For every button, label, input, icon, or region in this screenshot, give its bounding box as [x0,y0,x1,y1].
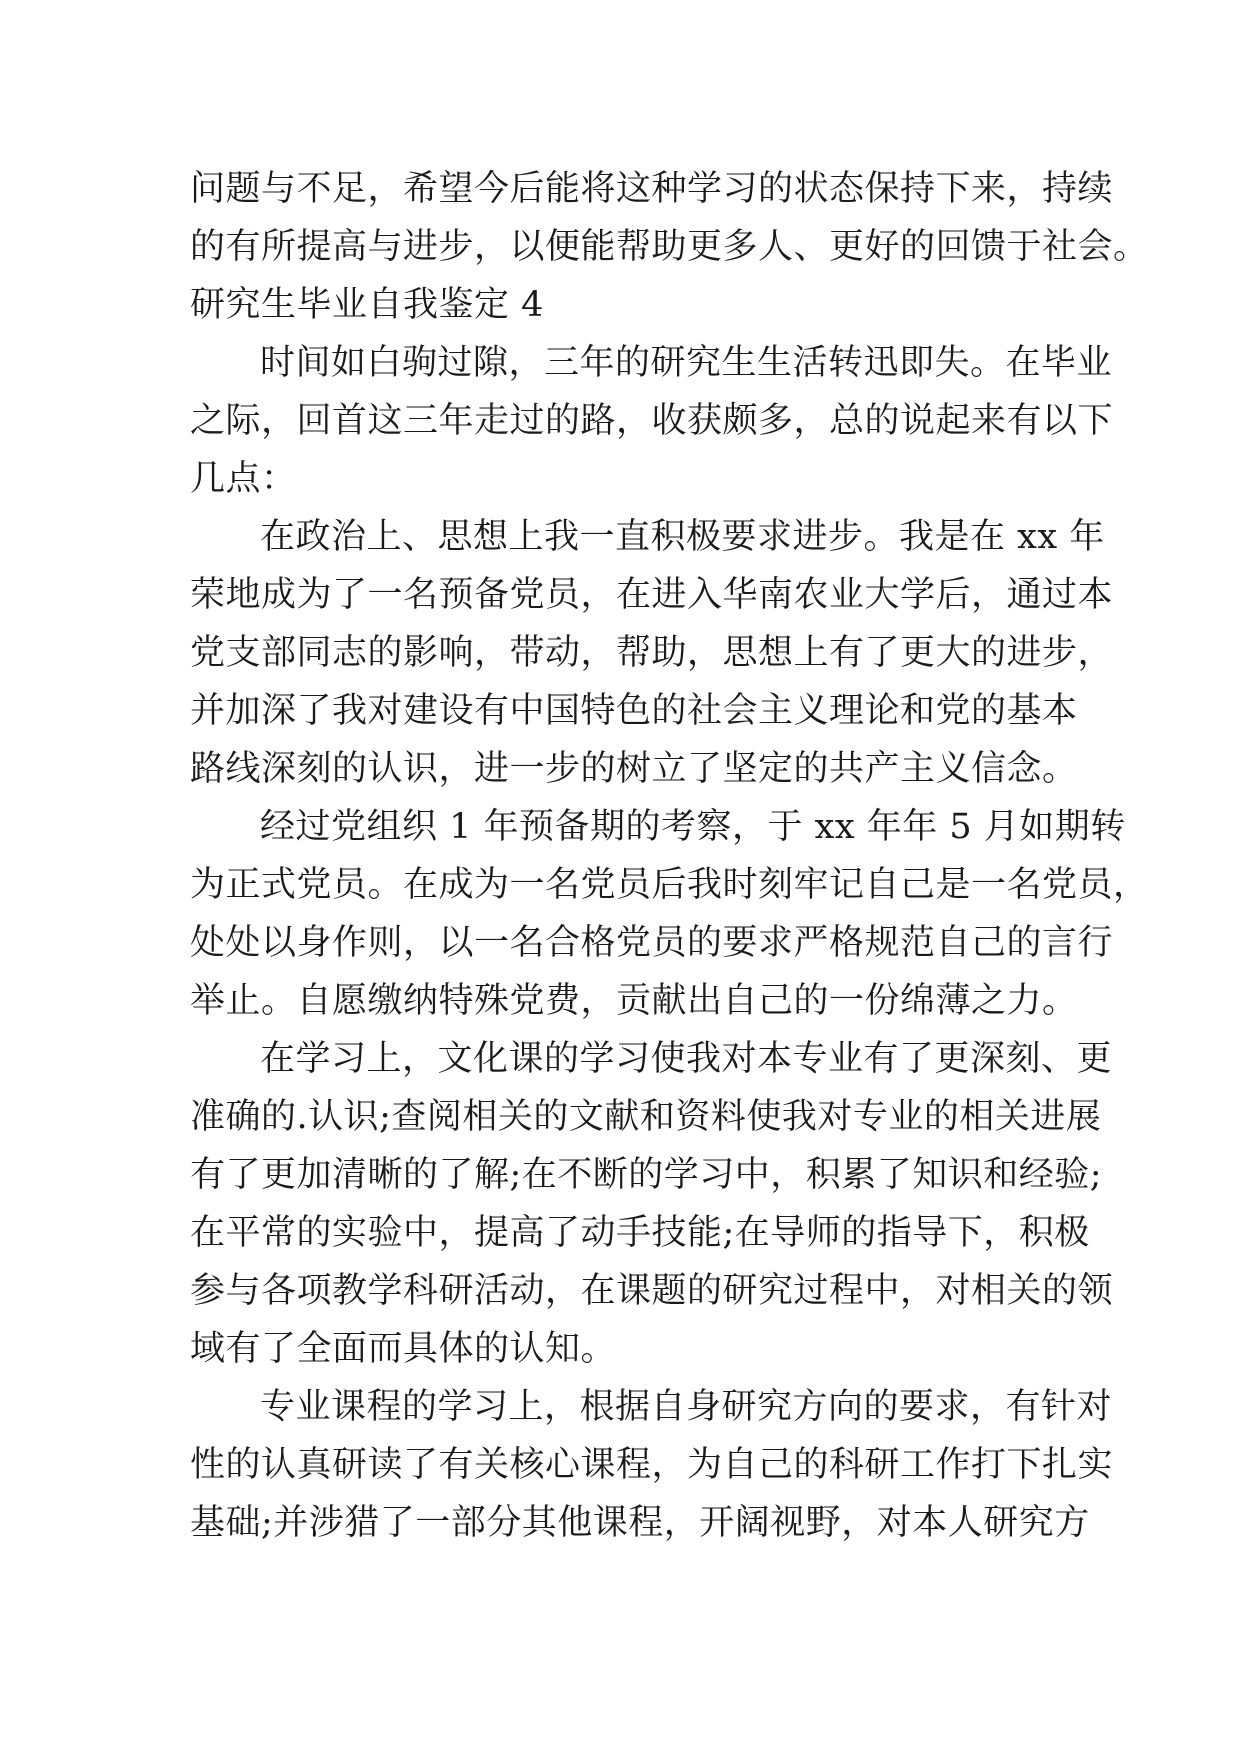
text-line: 并加深了我对建设有中国特色的社会主义理论和党的基本 [190,691,1078,731]
text-line: 有了更加清晰的了解;在不断的学习中，积累了知识和经验; [190,1155,1103,1195]
text-line: 参与各项教学科研活动，在课题的研究过程中，对相关的领 [190,1271,1114,1311]
text-line: 党支部同志的影响，带动，帮助，思想上有了更大的进步， [190,633,1114,673]
text-line: 为正式党员。在成为一名党员后我时刻牢记自己是一名党员， [190,865,1149,905]
text-line: 荣地成为了一名预备党员，在进入华南农业大学后，通过本 [190,575,1114,615]
text-line: 在政治上、思想上我一直积极要求进步。我是在 xx 年 [260,517,1105,557]
text-line: 的有所提高与进步，以便能帮助更多人、更好的回馈于社会。 [190,227,1149,267]
paragraph [190,1378,1114,1552]
text-line: 域有了全面而具体的认知。 [190,1329,617,1369]
text-line: 经过党组织 1 年预备期的考察，于 xx 年年 5 月如期转 [260,807,1126,847]
text-line: 性的认真研读了有关核心课程，为自己的科研工作打下扎实 [190,1445,1114,1485]
paragraph [190,798,1149,1030]
text-line: 基础;并涉猎了一部分其他课程，开阔视野，对本人研究方 [190,1503,1090,1543]
text-line: 路线深刻的认识，进一步的树立了坚定的共产主义信念。 [190,749,1078,789]
text-line: 几点： [190,459,297,499]
paragraph [190,508,1114,798]
text-line: 举止。自愿缴纳特殊党费，贡献出自己的一份绵薄之力。 [190,981,1078,1021]
section-title: 研究生毕业自我鉴定 4 [190,285,544,325]
text-line: 处处以身作则，以一名合格党员的要求严格规范自己的言行 [190,923,1114,963]
text-line: 问题与不足，希望今后能将这种学习的状态保持下来，持续 [190,169,1114,209]
text-line: 之际，回首这三年走过的路，收获颇多，总的说起来有以下 [190,401,1114,441]
text-line: 在平常的实验中，提高了动手技能;在导师的指导下，积极 [190,1213,1090,1253]
document-page [190,160,1149,1552]
continuation-text [190,160,1149,276]
paragraph [190,334,1114,508]
paragraph [190,1030,1114,1378]
text-line: 专业课程的学习上，根据自身研究方向的要求，有针对 [260,1387,1113,1427]
text-line: 时间如白驹过隙，三年的研究生生活转迅即失。在毕业 [260,343,1113,383]
text-line: 准确的.认识;查阅相关的文献和资料使我对专业的相关进展 [190,1097,1102,1137]
text-line: 在学习上，文化课的学习使我对本专业有了更深刻、更 [260,1039,1113,1079]
